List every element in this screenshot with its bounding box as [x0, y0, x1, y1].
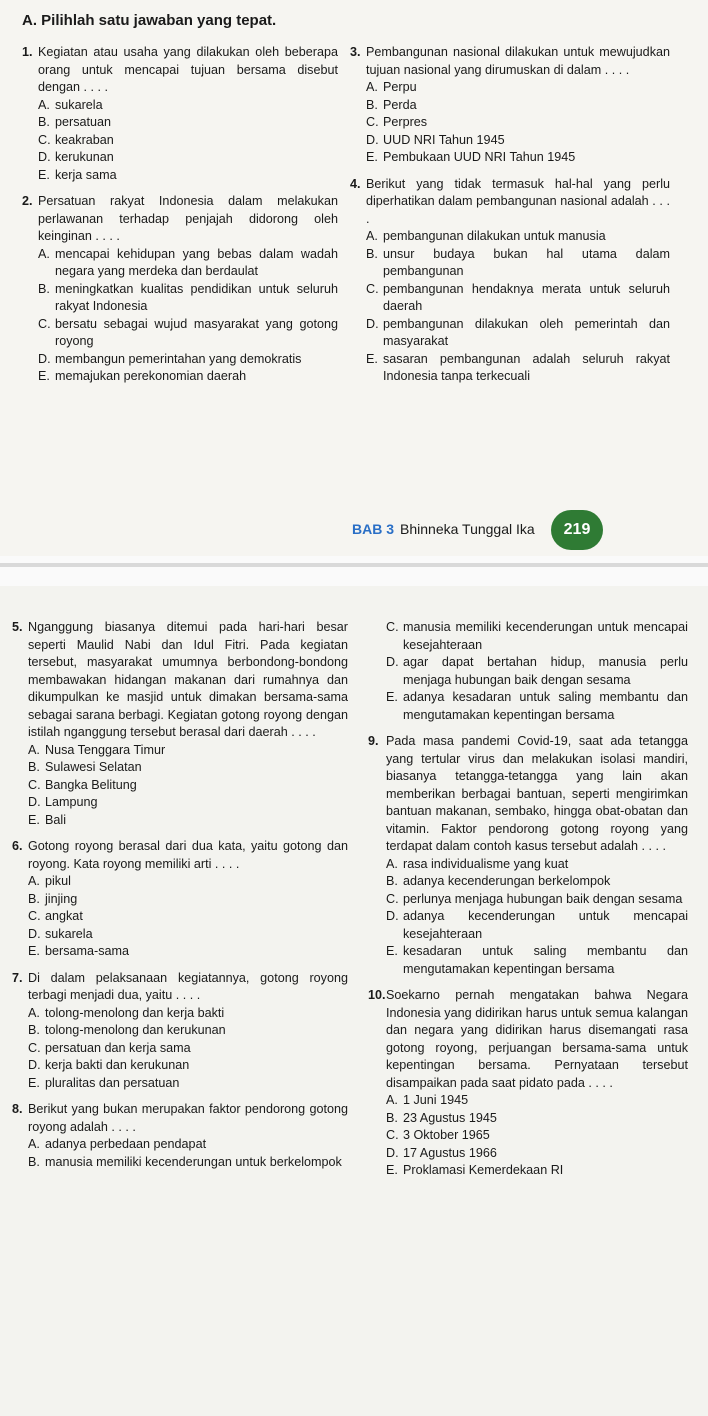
question-number: 7. [12, 970, 23, 985]
option-text: bersatu sebagai wujud masyarakat yang gotong royong [55, 316, 338, 348]
answer-option [28, 1022, 348, 1040]
answer-option [28, 1057, 348, 1075]
option-letter: C. [28, 1040, 41, 1055]
option-text: rasa individualisme yang kuat [403, 856, 569, 871]
option-text: adanya kesadaran untuk saling membantu dan mengutamakan kepentingan bersama [403, 690, 688, 722]
option-letter: C. [366, 281, 379, 296]
question-number: 10. [368, 988, 386, 1002]
question-text: Soekarno pernah mengatakan bahwa Negara Indonesia yang didirikan harus untuk semua kalangan dan negara yang didirikan harus disemangati rasa gotong royong, perjuangan bersama-sama untuk kepentingan bersama. Pernyataan tersebut disampaikan pada saat pidato pada . . . . [386, 988, 688, 1090]
option-text: memajukan perekonomian daerah [55, 369, 247, 383]
page2-right-column [368, 619, 688, 1189]
option-letter: D. [28, 795, 41, 809]
option-text: kerja sama [55, 167, 117, 182]
option-text: membangun pemerintahan yang demokratis [55, 351, 302, 366]
question-item [350, 44, 670, 167]
option-text: persatuan [55, 115, 112, 129]
option-letter: D. [386, 655, 399, 669]
option-letter: A. [28, 874, 40, 888]
option-text: manusia memiliki kecenderungan untuk mencapai kesejahteraan [403, 620, 688, 652]
option-letter: D. [386, 1145, 399, 1160]
question-number: 8. [12, 1102, 23, 1116]
answer-option [28, 1136, 348, 1154]
option-text: 3 Oktober 1965 [403, 1128, 490, 1142]
option-text: UUD NRI Tahun 1945 [383, 132, 505, 147]
answer-option [366, 246, 670, 281]
option-letter: E. [386, 944, 398, 958]
answer-option [386, 891, 688, 909]
option-text: bersama-sama [45, 944, 129, 958]
question-stem [368, 987, 688, 1092]
answer-option [28, 1005, 348, 1023]
option-letter: B. [28, 760, 40, 774]
page-footer [352, 521, 535, 537]
option-letter: B. [38, 281, 50, 296]
answer-option [366, 281, 670, 316]
answer-option [28, 1154, 348, 1172]
option-letter: C. [386, 891, 399, 906]
option-text: manusia memiliki kecenderungan untuk berkelompok [45, 1154, 342, 1169]
option-text: sasaran pembangunan adalah seluruh rakyat Indonesia tanpa terkecuali [383, 351, 670, 383]
answer-option [28, 794, 348, 812]
question-item [12, 970, 348, 1093]
answer-option [386, 908, 688, 943]
question-text: Di dalam pelaksanaan kegiatannya, gotong royong terbagi menjadi dua, yaitu . . . . [28, 970, 348, 1002]
option-letter: C. [366, 115, 379, 129]
answer-option [386, 1110, 688, 1128]
answer-option [28, 873, 348, 891]
answer-option [38, 281, 338, 316]
question-stem [12, 1101, 348, 1136]
answer-option [38, 114, 338, 132]
option-letter: E. [366, 150, 378, 164]
answer-option [38, 351, 338, 369]
option-letter: A. [38, 97, 50, 112]
chapter-title: Bhinneka Tunggal Ika [400, 521, 535, 537]
option-letter: B. [28, 891, 40, 906]
option-letter: A. [38, 246, 50, 261]
option-text: persatuan dan kerja sama [45, 1040, 191, 1055]
option-text: tolong-menolong dan kerja bakti [45, 1005, 225, 1020]
option-text: Pembukaan UUD NRI Tahun 1945 [383, 150, 576, 164]
answer-option [38, 97, 338, 115]
question-item [22, 44, 338, 184]
page-divider [0, 563, 708, 567]
option-text: adanya kecenderungan untuk mencapai kesejahteraan [403, 909, 688, 941]
book-page-219 [0, 0, 708, 556]
option-text: Nusa Tenggara Timur [45, 742, 166, 757]
option-letter: A. [28, 1005, 40, 1020]
option-letter: E. [38, 369, 50, 383]
option-text: pembangunan dilakukan oleh pemerintah dan masyarakat [383, 316, 670, 348]
answer-option [386, 654, 688, 689]
question-stem [12, 838, 348, 873]
option-letter: E. [38, 167, 50, 182]
option-letter: B. [28, 1154, 40, 1169]
option-text: unsur budaya bukan hal utama dalam pembangunan [383, 246, 670, 278]
option-letter: B. [386, 1110, 398, 1125]
option-text: Perpu [383, 80, 417, 94]
question-stem [350, 44, 670, 79]
option-text: Perda [383, 97, 417, 112]
answer-option [38, 246, 338, 281]
option-letter: D. [386, 909, 399, 923]
answer-option [366, 114, 670, 132]
question-number: 1. [22, 45, 33, 59]
answer-option [38, 167, 338, 185]
answer-option [366, 228, 670, 246]
answer-option [386, 873, 688, 891]
option-letter: E. [28, 812, 40, 827]
option-text: Sulawesi Selatan [45, 760, 142, 774]
option-letter: D. [366, 316, 379, 331]
answer-option [386, 856, 688, 874]
option-text: Perpres [383, 115, 428, 129]
answer-option [366, 316, 670, 351]
option-letter: A. [366, 229, 378, 243]
option-text: pikul [45, 874, 71, 888]
option-letter: E. [28, 1075, 40, 1090]
question-item [350, 176, 670, 386]
question-stem [350, 176, 670, 229]
option-text: Proklamasi Kemerdekaan RI [403, 1163, 564, 1177]
option-text: 17 Agustus 1966 [403, 1145, 497, 1160]
page2-left-column [12, 619, 348, 1180]
option-text: kerja bakti dan kerukunan [45, 1058, 190, 1072]
answer-option [386, 1162, 688, 1180]
question-number: 9. [368, 734, 379, 748]
option-letter: E. [386, 690, 398, 704]
option-letter: D. [38, 351, 51, 366]
option-text: sukarela [45, 926, 93, 941]
option-text: agar dapat bertahan hidup, manusia perlu menjaga hubungan baik dengan sesama [403, 655, 688, 687]
answer-option [38, 316, 338, 351]
question-text: Pada masa pandemi Covid-19, saat ada tetangga yang tertular virus dan melakukan isolasi mandiri, biasanya tetangga-tetangga yang lain akan memberikan berbagai bantuan, seperti mengirimkan bantuan makanan, sembako, hingga obat-obatan dan vitamin. Faktor pendorong gotong royong yang terdapat dalam contoh kasus tersebut adalah . . . . [386, 734, 688, 853]
option-text: perlunya menjaga hubungan baik dengan sesama [403, 891, 683, 906]
option-letter: E. [28, 944, 40, 958]
question-item [12, 619, 348, 829]
option-letter: D. [38, 150, 51, 164]
option-letter: E. [366, 351, 378, 366]
option-letter: C. [38, 132, 51, 147]
question-item [12, 1101, 348, 1171]
option-letter: B. [366, 246, 378, 261]
question-stem [12, 619, 348, 742]
question-text: Persatuan rakyat Indonesia dalam melakukan perlawanan terhadap penjajah didorong oleh keinginan . . . . [38, 194, 338, 243]
option-letter: B. [386, 874, 398, 888]
option-letter: C. [38, 316, 51, 331]
answer-option [28, 926, 348, 944]
answer-option [28, 891, 348, 909]
section-title: A. Pilihlah satu jawaban yang tepat. [22, 12, 277, 29]
option-text: Bali [45, 812, 66, 827]
option-letter: A. [28, 1137, 40, 1151]
answer-option [28, 812, 348, 830]
option-letter: C. [386, 620, 399, 634]
question-number: 3. [350, 45, 361, 59]
option-letter: D. [28, 926, 41, 941]
answer-option [386, 943, 688, 978]
question-text: Berikut yang tidak termasuk hal-hal yang perlu diperhatikan dalam pembangunan nasional adalah . . . . [366, 176, 670, 226]
page1-left-column [22, 44, 338, 395]
option-letter: B. [28, 1023, 40, 1037]
answer-option [28, 908, 348, 926]
option-text: adanya kecenderungan berkelompok [403, 874, 611, 888]
option-letter: A. [28, 742, 40, 757]
question-text: Kegiatan atau usaha yang dilakukan oleh beberapa orang untuk mencapai tujuan bersama disebut dengan . . . . [38, 45, 338, 94]
question-text: Nganggung biasanya ditemui pada hari-hari besar seperti Maulid Nabi dan Idul Fitri. Pada kegiatan tersebut, masyarakat umumnya berbondong-bondong membawakan hidangan makanan dari rumahnya dan dikumpulkan ke masjid untuk dimakan bersama-sama sebagai sarana berbagi. Kegiatan gotong royong dengan istilah nganggung tersebut berasal dari daerah . . . . [28, 620, 348, 739]
option-letter: A. [386, 856, 398, 871]
option-text: pembangunan dilakukan untuk manusia [383, 229, 606, 243]
option-text: 23 Agustus 1945 [403, 1110, 497, 1125]
option-text: kesadaran untuk saling membantu dan mengutamakan kepentingan bersama [403, 944, 688, 976]
question-item [12, 838, 348, 961]
question-item [368, 987, 688, 1180]
option-letter: D. [366, 132, 379, 147]
chapter-label: BAB 3 [352, 521, 395, 537]
question-text: Pembangunan nasional dilakukan untuk mewujudkan tujuan nasional yang dirumuskan di dalam . . . . [366, 45, 670, 77]
page1-right-column [350, 44, 670, 395]
option-text: kerukunan [55, 150, 114, 164]
option-text: angkat [45, 909, 83, 923]
answer-option [366, 97, 670, 115]
option-text: Bangka Belitung [45, 777, 137, 792]
option-text: tolong-menolong dan kerukunan [45, 1023, 226, 1037]
option-letter: E. [386, 1163, 398, 1177]
answer-option [28, 742, 348, 760]
question-number: 4. [350, 176, 361, 191]
answer-option [366, 149, 670, 167]
answer-option [366, 132, 670, 150]
answer-option [28, 1075, 348, 1093]
question-number: 5. [12, 620, 23, 634]
answer-option [386, 1127, 688, 1145]
answer-option [386, 1092, 688, 1110]
answer-option [386, 619, 688, 654]
page-gap [0, 556, 708, 586]
answer-option [386, 1145, 688, 1163]
question-stem [12, 970, 348, 1005]
question-stem [22, 44, 338, 97]
answer-option [28, 1040, 348, 1058]
question-number: 2. [22, 194, 33, 208]
question-item [22, 193, 338, 386]
option-text: meningkatkan kualitas pendidikan untuk seluruh rakyat Indonesia [55, 281, 338, 313]
option-letter: C. [28, 777, 41, 792]
book-page-220 [0, 586, 708, 1416]
option-text: keakraban [55, 132, 114, 147]
option-letter: C. [386, 1128, 399, 1142]
option-text: Lampung [45, 795, 98, 809]
option-text: 1 Juni 1945 [403, 1093, 469, 1107]
answer-option [38, 368, 338, 386]
answer-option [38, 149, 338, 167]
option-text: pluralitas dan persatuan [45, 1075, 180, 1090]
question-stem [368, 733, 688, 856]
option-letter: A. [386, 1093, 398, 1107]
answer-option [28, 759, 348, 777]
page-number-badge: 219 [551, 510, 603, 550]
answer-option [386, 689, 688, 724]
option-letter: A. [366, 80, 378, 94]
option-letter: B. [38, 115, 50, 129]
answer-option [28, 777, 348, 795]
question-stem [22, 193, 338, 246]
option-text: sukarela [55, 97, 103, 112]
question-text: Gotong royong berasal dari dua kata, yaitu gotong dan royong. Kata royong memiliki arti . . . . [28, 839, 348, 871]
option-letter: C. [28, 909, 41, 923]
answer-option [366, 351, 670, 386]
question-text: Berikut yang bukan merupakan faktor pendorong gotong royong adalah . . . . [28, 1102, 348, 1134]
question-number: 6. [12, 839, 23, 853]
answer-option [366, 79, 670, 97]
option-letter: D. [28, 1058, 41, 1072]
option-text: adanya perbedaan pendapat [45, 1137, 207, 1151]
question-item [368, 619, 688, 724]
option-letter: B. [366, 97, 378, 112]
question-item [368, 733, 688, 978]
option-text: jinjing [45, 891, 78, 906]
answer-option [28, 943, 348, 961]
option-text: pembangunan hendaknya merata untuk seluruh daerah [383, 281, 670, 313]
answer-option [38, 132, 338, 150]
option-text: mencapai kehidupan yang bebas dalam wadah negara yang merdeka dan berdaulat [55, 246, 338, 278]
